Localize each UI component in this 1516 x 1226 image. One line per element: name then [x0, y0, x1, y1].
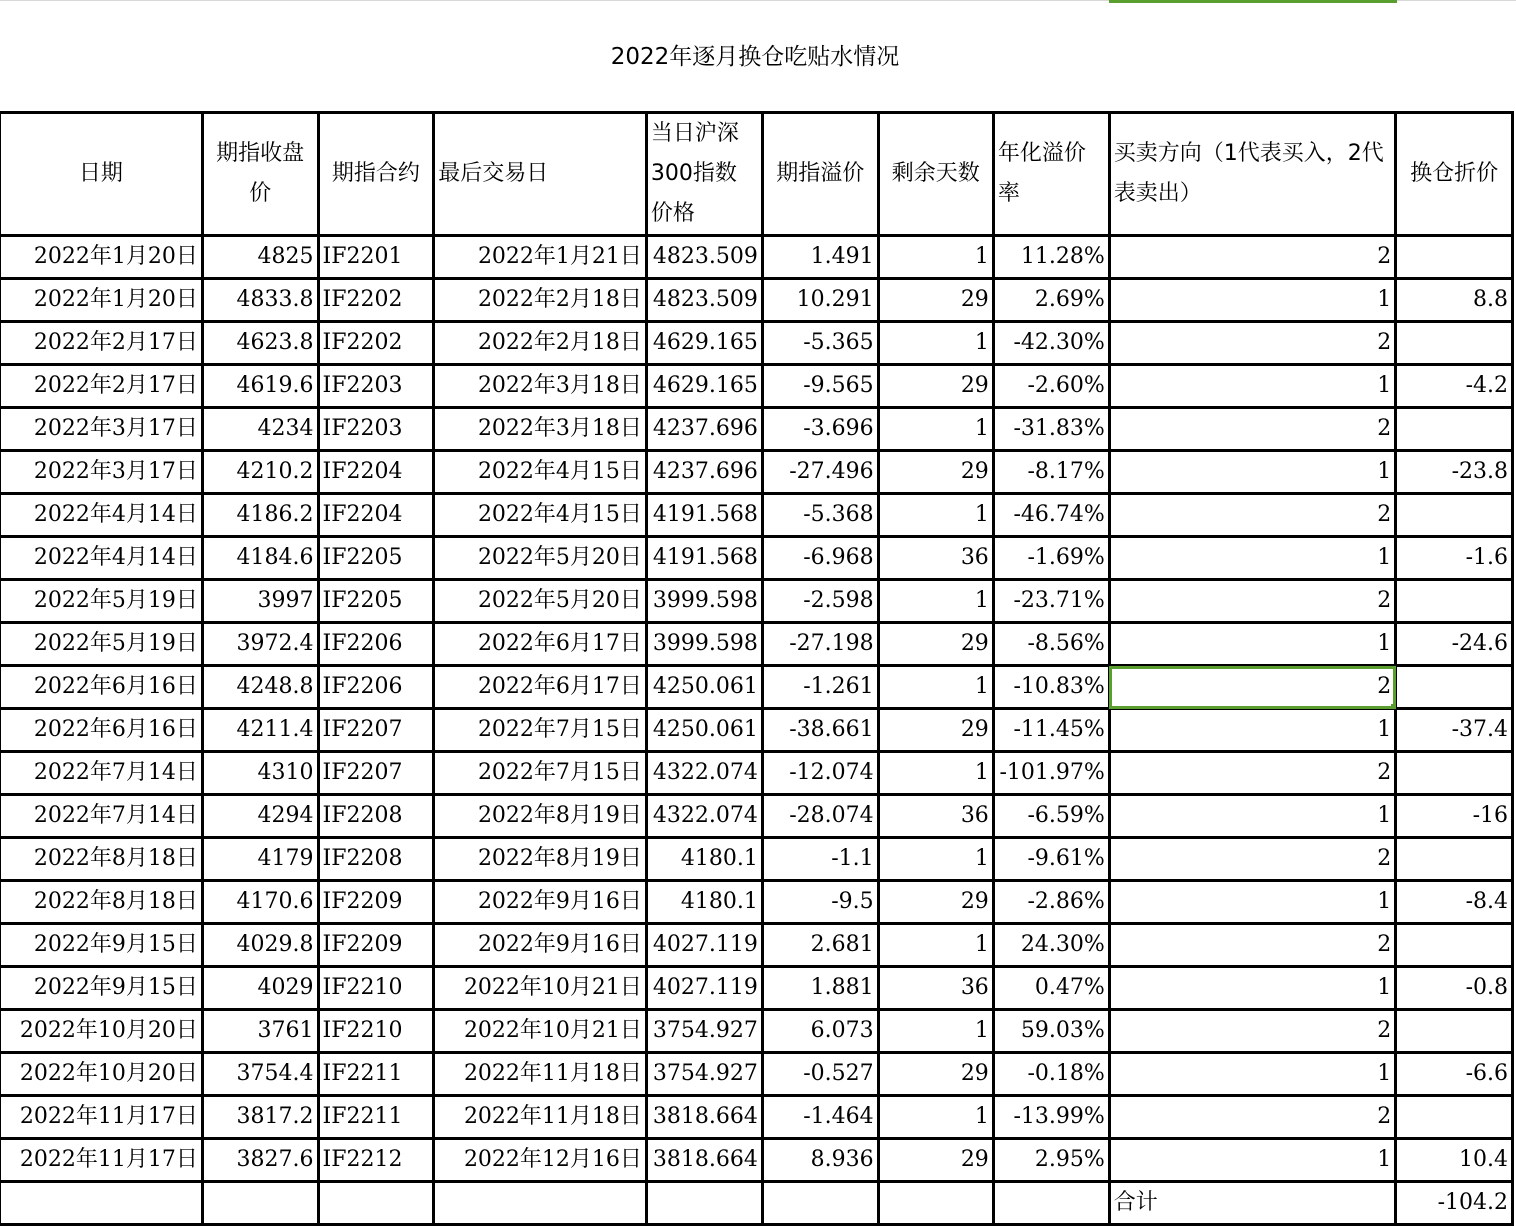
table-row [0, 752, 1513, 795]
cell-roll-discount[interactable] [1396, 1096, 1513, 1139]
empty-cell[interactable] [318, 1182, 434, 1225]
cell-days-left[interactable]: 36 [878, 537, 993, 580]
cell-index-price[interactable]: 3754.927 [646, 1053, 762, 1096]
cell-roll-discount[interactable] [1396, 322, 1513, 365]
cell-annualized-rate[interactable]: -46.74% [993, 494, 1109, 537]
table-row [0, 365, 1513, 408]
cell-contract[interactable]: IF2207 [318, 709, 434, 752]
cell-contract[interactable]: IF2202 [318, 279, 434, 322]
header-cell-roll-discount[interactable]: 换仓折价 [1396, 113, 1513, 236]
cell-premium[interactable]: -12.074 [762, 752, 878, 795]
cell-days-left[interactable]: 1 [878, 408, 993, 451]
cell-roll-discount[interactable]: -37.4 [1396, 709, 1513, 752]
cell-days-left[interactable]: 29 [878, 623, 993, 666]
cell-date[interactable]: 2022年6月16日 [0, 666, 202, 709]
cell-contract[interactable]: IF2205 [318, 537, 434, 580]
table-row [0, 494, 1513, 537]
cell-last-trade-day[interactable]: 2022年11月18日 [434, 1053, 647, 1096]
cell-index-price[interactable]: 4237.696 [646, 451, 762, 494]
cell-direction[interactable]: 1 [1109, 795, 1396, 838]
cell-date[interactable]: 2022年6月16日 [0, 709, 202, 752]
cell-contract[interactable]: IF2208 [318, 795, 434, 838]
cell-annualized-rate[interactable]: -2.86% [993, 881, 1109, 924]
cell-roll-discount[interactable]: -4.2 [1396, 365, 1513, 408]
cell-close-price[interactable]: 4029.8 [202, 924, 318, 967]
cell-close-price[interactable]: 4029 [202, 967, 318, 1010]
cell-contract[interactable]: IF2201 [318, 236, 434, 279]
cell-premium[interactable]: 6.073 [762, 1010, 878, 1053]
cell-roll-discount[interactable] [1396, 666, 1513, 709]
cell-annualized-rate[interactable]: 2.95% [993, 1139, 1109, 1182]
spreadsheet-table [0, 111, 1514, 1226]
cell-direction[interactable]: 1 [1109, 451, 1396, 494]
cell-roll-discount[interactable] [1396, 838, 1513, 881]
cell-direction[interactable]: 2 [1109, 838, 1396, 881]
cell-index-price[interactable]: 4191.568 [646, 494, 762, 537]
table-row [0, 408, 1513, 451]
cell-close-price[interactable]: 4294 [202, 795, 318, 838]
cell-premium[interactable]: -1.1 [762, 838, 878, 881]
cell-index-price[interactable]: 3818.664 [646, 1096, 762, 1139]
cell-annualized-rate[interactable]: -10.83% [993, 666, 1109, 709]
cell-annualized-rate[interactable]: 24.30% [993, 924, 1109, 967]
cell-days-left[interactable]: 1 [878, 666, 993, 709]
cell-roll-discount[interactable]: -1.6 [1396, 537, 1513, 580]
header-cell-days-left[interactable]: 剩余天数 [878, 113, 993, 236]
cell-direction-selected[interactable]: 2 [1109, 666, 1396, 709]
empty-cell[interactable] [993, 1182, 1109, 1225]
cell-annualized-rate[interactable]: -2.60% [993, 365, 1109, 408]
header-cell-close-price[interactable]: 期指收盘价 [202, 113, 318, 236]
cell-close-price[interactable]: 4184.6 [202, 537, 318, 580]
cell-index-price[interactable]: 4180.1 [646, 838, 762, 881]
cell-date[interactable]: 2022年1月20日 [0, 279, 202, 322]
cell-premium[interactable]: -5.368 [762, 494, 878, 537]
cell-last-trade-day[interactable]: 2022年4月15日 [434, 451, 647, 494]
table-row [0, 623, 1513, 666]
table-row [0, 709, 1513, 752]
cell-close-price[interactable]: 4825 [202, 236, 318, 279]
cell-days-left[interactable]: 36 [878, 795, 993, 838]
cell-close-price[interactable]: 4248.8 [202, 666, 318, 709]
cell-contract[interactable]: IF2212 [318, 1139, 434, 1182]
cell-date[interactable]: 2022年1月20日 [0, 236, 202, 279]
cell-close-price[interactable]: 3761 [202, 1010, 318, 1053]
cell-last-trade-day[interactable]: 2022年12月16日 [434, 1139, 647, 1182]
header-row [0, 113, 1513, 236]
cell-roll-discount[interactable]: -16 [1396, 795, 1513, 838]
cell-close-price[interactable]: 4211.4 [202, 709, 318, 752]
cell-roll-discount[interactable] [1396, 924, 1513, 967]
table-row [0, 967, 1513, 1010]
cell-days-left[interactable]: 29 [878, 1139, 993, 1182]
cell-last-trade-day[interactable]: 2022年3月18日 [434, 408, 647, 451]
cell-annualized-rate[interactable]: 2.69% [993, 279, 1109, 322]
cell-roll-discount[interactable]: -8.4 [1396, 881, 1513, 924]
cell-contract[interactable]: IF2209 [318, 881, 434, 924]
cell-direction[interactable]: 1 [1109, 709, 1396, 752]
cell-last-trade-day[interactable]: 2022年7月15日 [434, 752, 647, 795]
cell-last-trade-day[interactable]: 2022年10月21日 [434, 1010, 647, 1053]
cell-premium[interactable]: -27.496 [762, 451, 878, 494]
cell-date[interactable]: 2022年7月14日 [0, 752, 202, 795]
table-row [0, 537, 1513, 580]
header-cell-last-trade-day[interactable]: 最后交易日 [434, 113, 647, 236]
cell-roll-discount[interactable]: -0.8 [1396, 967, 1513, 1010]
cell-days-left[interactable]: 1 [878, 236, 993, 279]
cell-roll-discount[interactable] [1396, 580, 1513, 623]
cell-roll-discount[interactable] [1396, 752, 1513, 795]
cell-date[interactable]: 2022年8月18日 [0, 838, 202, 881]
cell-annualized-rate[interactable]: -1.69% [993, 537, 1109, 580]
total-label[interactable]: 合计 [1109, 1182, 1396, 1225]
empty-cell[interactable] [878, 1182, 993, 1225]
cell-index-price[interactable]: 4027.119 [646, 967, 762, 1010]
table-row [0, 1096, 1513, 1139]
cell-premium[interactable]: -6.968 [762, 537, 878, 580]
cell-contract[interactable]: IF2208 [318, 838, 434, 881]
cell-index-price[interactable]: 4322.074 [646, 795, 762, 838]
cell-roll-discount[interactable]: -24.6 [1396, 623, 1513, 666]
cell-direction[interactable]: 1 [1109, 537, 1396, 580]
header-cell-index-price[interactable]: 当日沪深300指数价格 [646, 113, 762, 236]
cell-annualized-rate[interactable]: 59.03% [993, 1010, 1109, 1053]
cell-index-price[interactable]: 3754.927 [646, 1010, 762, 1053]
cell-contract[interactable]: IF2206 [318, 666, 434, 709]
cell-contract[interactable]: IF2204 [318, 494, 434, 537]
header-cell-direction[interactable]: 买卖方向（1代表买入，2代表卖出） [1109, 113, 1396, 236]
cell-date[interactable]: 2022年11月17日 [0, 1096, 202, 1139]
cell-direction[interactable]: 1 [1109, 881, 1396, 924]
cell-close-price[interactable]: 4623.8 [202, 322, 318, 365]
cell-days-left[interactable]: 29 [878, 881, 993, 924]
cell-date[interactable]: 2022年3月17日 [0, 451, 202, 494]
cell-premium[interactable]: -1.464 [762, 1096, 878, 1139]
cell-last-trade-day[interactable]: 2022年11月18日 [434, 1096, 647, 1139]
cell-days-left[interactable]: 29 [878, 365, 993, 408]
cell-date[interactable]: 2022年5月19日 [0, 580, 202, 623]
cell-premium[interactable]: -28.074 [762, 795, 878, 838]
cell-annualized-rate[interactable]: -8.17% [993, 451, 1109, 494]
cell-last-trade-day[interactable]: 2022年9月16日 [434, 924, 647, 967]
empty-cell[interactable] [762, 1182, 878, 1225]
cell-index-price[interactable]: 4237.696 [646, 408, 762, 451]
fill-handle[interactable] [1391, 704, 1396, 709]
cell-premium[interactable]: -3.696 [762, 408, 878, 451]
cell-days-left[interactable]: 29 [878, 451, 993, 494]
cell-close-price[interactable]: 3817.2 [202, 1096, 318, 1139]
cell-days-left[interactable]: 1 [878, 580, 993, 623]
cell-premium[interactable]: -1.261 [762, 666, 878, 709]
cell-annualized-rate[interactable]: -8.56% [993, 623, 1109, 666]
cell-annualized-rate[interactable]: -13.99% [993, 1096, 1109, 1139]
header-cell-premium[interactable]: 期指溢价 [762, 113, 878, 236]
header-cell-annualized-rate[interactable]: 年化溢价率 [993, 113, 1109, 236]
cell-index-price[interactable]: 4322.074 [646, 752, 762, 795]
cell-direction[interactable]: 2 [1109, 580, 1396, 623]
cell-premium[interactable]: -38.661 [762, 709, 878, 752]
cell-premium[interactable]: 2.681 [762, 924, 878, 967]
table-row [0, 838, 1513, 881]
cell-index-price[interactable]: 4823.509 [646, 279, 762, 322]
cell-last-trade-day[interactable]: 2022年9月16日 [434, 881, 647, 924]
cell-premium[interactable]: -5.365 [762, 322, 878, 365]
table-row [0, 795, 1513, 838]
cell-direction[interactable]: 2 [1109, 494, 1396, 537]
cell-index-price[interactable]: 4629.165 [646, 365, 762, 408]
cell-close-price[interactable]: 4186.2 [202, 494, 318, 537]
cell-contract[interactable]: IF2203 [318, 365, 434, 408]
cell-index-price[interactable]: 3999.598 [646, 623, 762, 666]
cell-roll-discount[interactable]: 8.8 [1396, 279, 1513, 322]
cell-direction[interactable]: 1 [1109, 279, 1396, 322]
table-row [0, 1010, 1513, 1053]
cell-roll-discount[interactable]: 10.4 [1396, 1139, 1513, 1182]
cell-premium[interactable]: 1.491 [762, 236, 878, 279]
cell-last-trade-day[interactable]: 2022年5月20日 [434, 537, 647, 580]
cell-direction[interactable]: 1 [1109, 1053, 1396, 1096]
cell-contract[interactable]: IF2210 [318, 1010, 434, 1053]
cell-days-left[interactable]: 29 [878, 709, 993, 752]
cell-date[interactable]: 2022年9月15日 [0, 924, 202, 967]
cell-roll-discount[interactable] [1396, 1010, 1513, 1053]
cell-annualized-rate[interactable]: -0.18% [993, 1053, 1109, 1096]
cell-days-left[interactable]: 1 [878, 752, 993, 795]
cell-close-price[interactable]: 4170.6 [202, 881, 318, 924]
cell-annualized-rate[interactable]: 0.47% [993, 967, 1109, 1010]
cell-roll-discount[interactable]: -23.8 [1396, 451, 1513, 494]
cell-premium[interactable]: -9.5 [762, 881, 878, 924]
total-value[interactable]: -104.2 [1396, 1182, 1513, 1225]
empty-cell[interactable] [202, 1182, 318, 1225]
cell-last-trade-day[interactable]: 2022年5月20日 [434, 580, 647, 623]
cell-direction[interactable]: 1 [1109, 365, 1396, 408]
cell-days-left[interactable]: 1 [878, 322, 993, 365]
table-row [0, 924, 1513, 967]
cell-contract[interactable]: IF2210 [318, 967, 434, 1010]
cell-close-price[interactable]: 4210.2 [202, 451, 318, 494]
empty-cell[interactable] [0, 1182, 202, 1225]
cell-contract[interactable]: IF2209 [318, 924, 434, 967]
cell-close-price[interactable]: 3972.4 [202, 623, 318, 666]
column-selection-indicator [1109, 0, 1397, 3]
header-cell-contract[interactable]: 期指合约 [318, 113, 434, 236]
cell-close-price[interactable]: 4234 [202, 408, 318, 451]
cell-last-trade-day[interactable]: 2022年6月17日 [434, 666, 647, 709]
cell-date[interactable]: 2022年10月20日 [0, 1010, 202, 1053]
cell-last-trade-day[interactable]: 2022年8月19日 [434, 838, 647, 881]
cell-days-left[interactable]: 1 [878, 1096, 993, 1139]
cell-days-left[interactable]: 1 [878, 1010, 993, 1053]
cell-index-price[interactable]: 3818.664 [646, 1139, 762, 1182]
cell-contract[interactable]: IF2211 [318, 1096, 434, 1139]
cell-last-trade-day[interactable]: 2022年4月15日 [434, 494, 647, 537]
cell-index-price[interactable]: 3999.598 [646, 580, 762, 623]
cell-contract[interactable]: IF2207 [318, 752, 434, 795]
cell-annualized-rate[interactable]: -42.30% [993, 322, 1109, 365]
cell-date[interactable]: 2022年5月19日 [0, 623, 202, 666]
cell-direction[interactable]: 2 [1109, 752, 1396, 795]
cell-close-price[interactable]: 3997 [202, 580, 318, 623]
table-row [0, 322, 1513, 365]
cell-premium[interactable]: 10.291 [762, 279, 878, 322]
table-row [0, 236, 1513, 279]
cell-direction[interactable]: 2 [1109, 408, 1396, 451]
cell-close-price[interactable]: 4310 [202, 752, 318, 795]
cell-date[interactable]: 2022年7月14日 [0, 795, 202, 838]
cell-direction[interactable]: 2 [1109, 236, 1396, 279]
cell-last-trade-day[interactable]: 2022年6月17日 [434, 623, 647, 666]
cell-contract[interactable]: IF2206 [318, 623, 434, 666]
cell-annualized-rate[interactable]: -31.83% [993, 408, 1109, 451]
cell-date[interactable]: 2022年3月17日 [0, 408, 202, 451]
sheet-title[interactable]: 2022年逐月换仓吃贴水情况 [610, 44, 900, 70]
cell-close-price[interactable]: 3754.4 [202, 1053, 318, 1096]
cell-direction[interactable]: 2 [1109, 1010, 1396, 1053]
cell-close-price[interactable]: 3827.6 [202, 1139, 318, 1182]
cell-contract[interactable]: IF2205 [318, 580, 434, 623]
cell-premium[interactable]: 1.881 [762, 967, 878, 1010]
cell-close-price[interactable]: 4179 [202, 838, 318, 881]
cell-date[interactable]: 2022年2月17日 [0, 322, 202, 365]
cell-close-price[interactable]: 4619.6 [202, 365, 318, 408]
cell-last-trade-day[interactable]: 2022年1月21日 [434, 236, 647, 279]
cell-premium[interactable]: -2.598 [762, 580, 878, 623]
cell-index-price[interactable]: 4250.061 [646, 709, 762, 752]
cell-direction[interactable]: 2 [1109, 322, 1396, 365]
cell-premium[interactable]: -9.565 [762, 365, 878, 408]
cell-annualized-rate[interactable]: -9.61% [993, 838, 1109, 881]
cell-last-trade-day[interactable]: 2022年2月18日 [434, 322, 647, 365]
cell-annualized-rate[interactable]: 11.28% [993, 236, 1109, 279]
cell-last-trade-day[interactable]: 2022年3月18日 [434, 365, 647, 408]
cell-date[interactable]: 2022年2月17日 [0, 365, 202, 408]
table-row [0, 1139, 1513, 1182]
cell-date[interactable]: 2022年8月18日 [0, 881, 202, 924]
cell-last-trade-day[interactable]: 2022年7月15日 [434, 709, 647, 752]
cell-contract[interactable]: IF2203 [318, 408, 434, 451]
cell-annualized-rate[interactable]: -23.71% [993, 580, 1109, 623]
empty-cell[interactable] [646, 1182, 762, 1225]
cell-roll-discount[interactable] [1396, 494, 1513, 537]
cell-annualized-rate[interactable]: -101.97% [993, 752, 1109, 795]
cell-premium[interactable]: -27.198 [762, 623, 878, 666]
cell-index-price[interactable]: 4191.568 [646, 537, 762, 580]
cell-date[interactable]: 2022年4月14日 [0, 537, 202, 580]
cell-contract[interactable]: IF2202 [318, 322, 434, 365]
cell-premium[interactable]: 8.936 [762, 1139, 878, 1182]
cell-index-price[interactable]: 4250.061 [646, 666, 762, 709]
table-row [0, 279, 1513, 322]
cell-date[interactable]: 2022年4月14日 [0, 494, 202, 537]
cell-index-price[interactable]: 4027.119 [646, 924, 762, 967]
cell-close-price[interactable]: 4833.8 [202, 279, 318, 322]
table-row [0, 881, 1513, 924]
cell-days-left[interactable]: 36 [878, 967, 993, 1010]
cell-days-left[interactable]: 1 [878, 838, 993, 881]
cell-direction[interactable]: 1 [1109, 1139, 1396, 1182]
cell-annualized-rate[interactable]: -6.59% [993, 795, 1109, 838]
cell-date[interactable]: 2022年10月20日 [0, 1053, 202, 1096]
cell-days-left[interactable]: 1 [878, 924, 993, 967]
header-cell-date[interactable]: 日期 [0, 113, 202, 236]
cell-days-left[interactable]: 29 [878, 1053, 993, 1096]
cell-roll-discount[interactable] [1396, 408, 1513, 451]
cell-roll-discount[interactable] [1396, 236, 1513, 279]
table-row [0, 666, 1513, 709]
cell-days-left[interactable]: 29 [878, 279, 993, 322]
cell-last-trade-day[interactable]: 2022年2月18日 [434, 279, 647, 322]
cell-date[interactable]: 2022年11月17日 [0, 1139, 202, 1182]
cell-direction[interactable]: 2 [1109, 924, 1396, 967]
table-row [0, 451, 1513, 494]
cell-premium[interactable]: -0.527 [762, 1053, 878, 1096]
cell-last-trade-day[interactable]: 2022年8月19日 [434, 795, 647, 838]
table-row [0, 580, 1513, 623]
cell-date[interactable]: 2022年9月15日 [0, 967, 202, 1010]
cell-direction[interactable]: 1 [1109, 623, 1396, 666]
table-row [0, 1053, 1513, 1096]
cell-annualized-rate[interactable]: -11.45% [993, 709, 1109, 752]
cell-direction[interactable]: 1 [1109, 967, 1396, 1010]
cell-index-price[interactable]: 4629.165 [646, 322, 762, 365]
total-row [0, 1182, 1513, 1225]
cell-days-left[interactable]: 1 [878, 494, 993, 537]
cell-last-trade-day[interactable]: 2022年10月21日 [434, 967, 647, 1010]
cell-direction[interactable]: 2 [1109, 1096, 1396, 1139]
cell-contract[interactable]: IF2204 [318, 451, 434, 494]
cell-roll-discount[interactable]: -6.6 [1396, 1053, 1513, 1096]
cell-index-price[interactable]: 4823.509 [646, 236, 762, 279]
cell-index-price[interactable]: 4180.1 [646, 881, 762, 924]
cell-contract[interactable]: IF2211 [318, 1053, 434, 1096]
empty-cell[interactable] [434, 1182, 647, 1225]
